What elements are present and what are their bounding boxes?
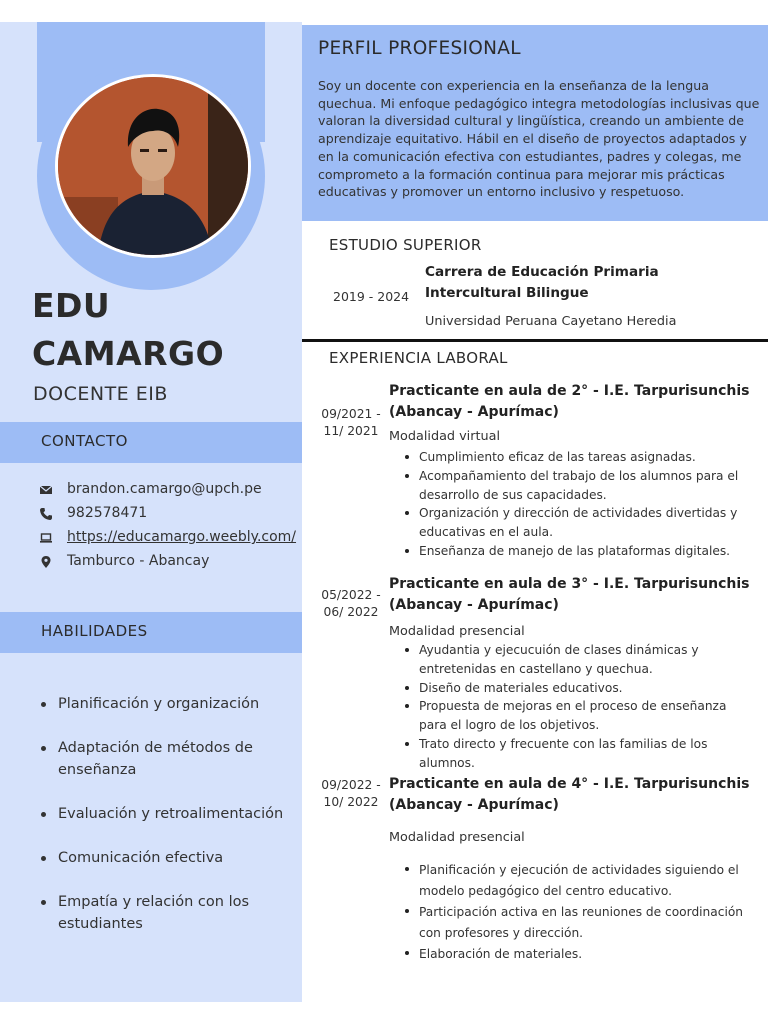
job-task: Acompañamiento del trabajo de los alumnos para el desarrollo de sus capacidades.: [402, 467, 747, 505]
job-dates: 09/2022 - 10/ 2022: [321, 778, 381, 809]
job-task: Enseñanza de manejo de las plataformas digitales.: [402, 542, 747, 561]
skills-heading-band: [0, 612, 302, 653]
job-title: Practicante en aula de 3° - I.E. Tarpurisunchis (Abancay - Apurímac): [389, 576, 750, 613]
education-dates: 2019 - 2024: [333, 289, 410, 304]
job-task: Elaboración de materiales.: [402, 944, 747, 965]
skill-item: Adaptación de métodos de enseñanza: [38, 737, 288, 781]
experience-heading: EXPERIENCIA LABORAL: [329, 349, 508, 367]
job-task: Cumplimiento eficaz de las tareas asignadas.: [402, 448, 747, 467]
job-dates: 09/2021 - 11/ 2021: [321, 407, 381, 438]
job-mode: Modalidad virtual: [389, 429, 501, 444]
job-task: Diseño de materiales educativos.: [402, 679, 747, 698]
job-title: Practicante en aula de 4° - I.E. Tarpurisunchis (Abancay - Apurímac): [389, 776, 750, 813]
profile-text: Soy un docente con experiencia en la enseñanza de la lengua quechua. Mi enfoque pedagógico integra metodologías inclusivas que valoran la diversidad cultural y lingüística, creando un ambiente de aprendizaje equitativo. Hábil en el diseño de proyectos adaptados y en la comunicación efectiva con estudiantes, padres y colegas, me comprometo a la formación continua para mejorar mis prácticas educativas y promover un entorno inclusivo y respetuoso.: [318, 78, 760, 200]
email-icon: [40, 484, 52, 496]
job-title: Practicante en aula de 2° - I.E. Tarpurisunchis (Abancay - Apurímac): [389, 383, 750, 420]
email-text: brandon.camargo@upch.pe: [67, 481, 262, 497]
job-mode: Modalidad presencial: [389, 830, 525, 845]
job-task: Ayudantia y ejecucuión de clases dinámicas y entretenidas en castellano y quechua.: [402, 641, 747, 679]
job-task: Trato directo y frecuente con las familias de los alumnos.: [402, 735, 747, 773]
website-link[interactable]: https://educamargo.weebly.com/: [67, 529, 297, 545]
job-dates: 05/2022 - 06/ 2022: [321, 588, 381, 619]
job-mode: Modalidad presencial: [389, 624, 525, 639]
laptop-icon: [40, 532, 52, 544]
first-name: EDU: [32, 286, 111, 325]
skill-item: Comunicación efectiva: [38, 847, 288, 869]
skills-list: [38, 693, 288, 957]
location-text: Tamburco - Abancay: [67, 553, 210, 569]
skill-item: Planificación y organización: [38, 693, 288, 715]
location-pin-icon: [40, 556, 52, 568]
contact-heading-band: [0, 422, 302, 463]
job-task: Planificación y ejecución de actividades siguiendo el modelo pedagógico del centro educativo.: [402, 860, 747, 902]
skill-item: Evaluación y retroalimentación: [38, 803, 288, 825]
profile-photo: [55, 74, 251, 258]
education-heading: ESTUDIO SUPERIOR: [329, 236, 482, 254]
job-task-list: [402, 448, 747, 561]
job-task-list: [402, 860, 747, 965]
profile-heading: PERFIL PROFESIONAL: [318, 38, 521, 59]
education-degree: Carrera de Educación Primaria Intercultural Bilingue: [425, 264, 659, 301]
job-task: Participación activa en las reuniones de coordinación con profesores y dirección.: [402, 902, 747, 944]
contact-heading: CONTACTO: [41, 432, 128, 450]
job-task: Organización y dirección de actividades divertidas y educativas en el aula.: [402, 504, 747, 542]
portrait-illustration: [58, 77, 248, 255]
job-title: DOCENTE EIB: [33, 383, 168, 405]
phone-icon: [40, 508, 52, 520]
section-divider: [302, 339, 768, 342]
last-name: CAMARGO: [32, 334, 225, 373]
education-institution: Universidad Peruana Cayetano Heredia: [425, 314, 677, 329]
skills-heading: HABILIDADES: [41, 622, 148, 640]
job-task: Propuesta de mejoras en el proceso de enseñanza para el logro de los objetivos.: [402, 697, 747, 735]
job-task-list: [402, 641, 747, 773]
skill-item: Empatía y relación con los estudiantes: [38, 891, 288, 935]
phone-text: 982578471: [67, 505, 148, 521]
